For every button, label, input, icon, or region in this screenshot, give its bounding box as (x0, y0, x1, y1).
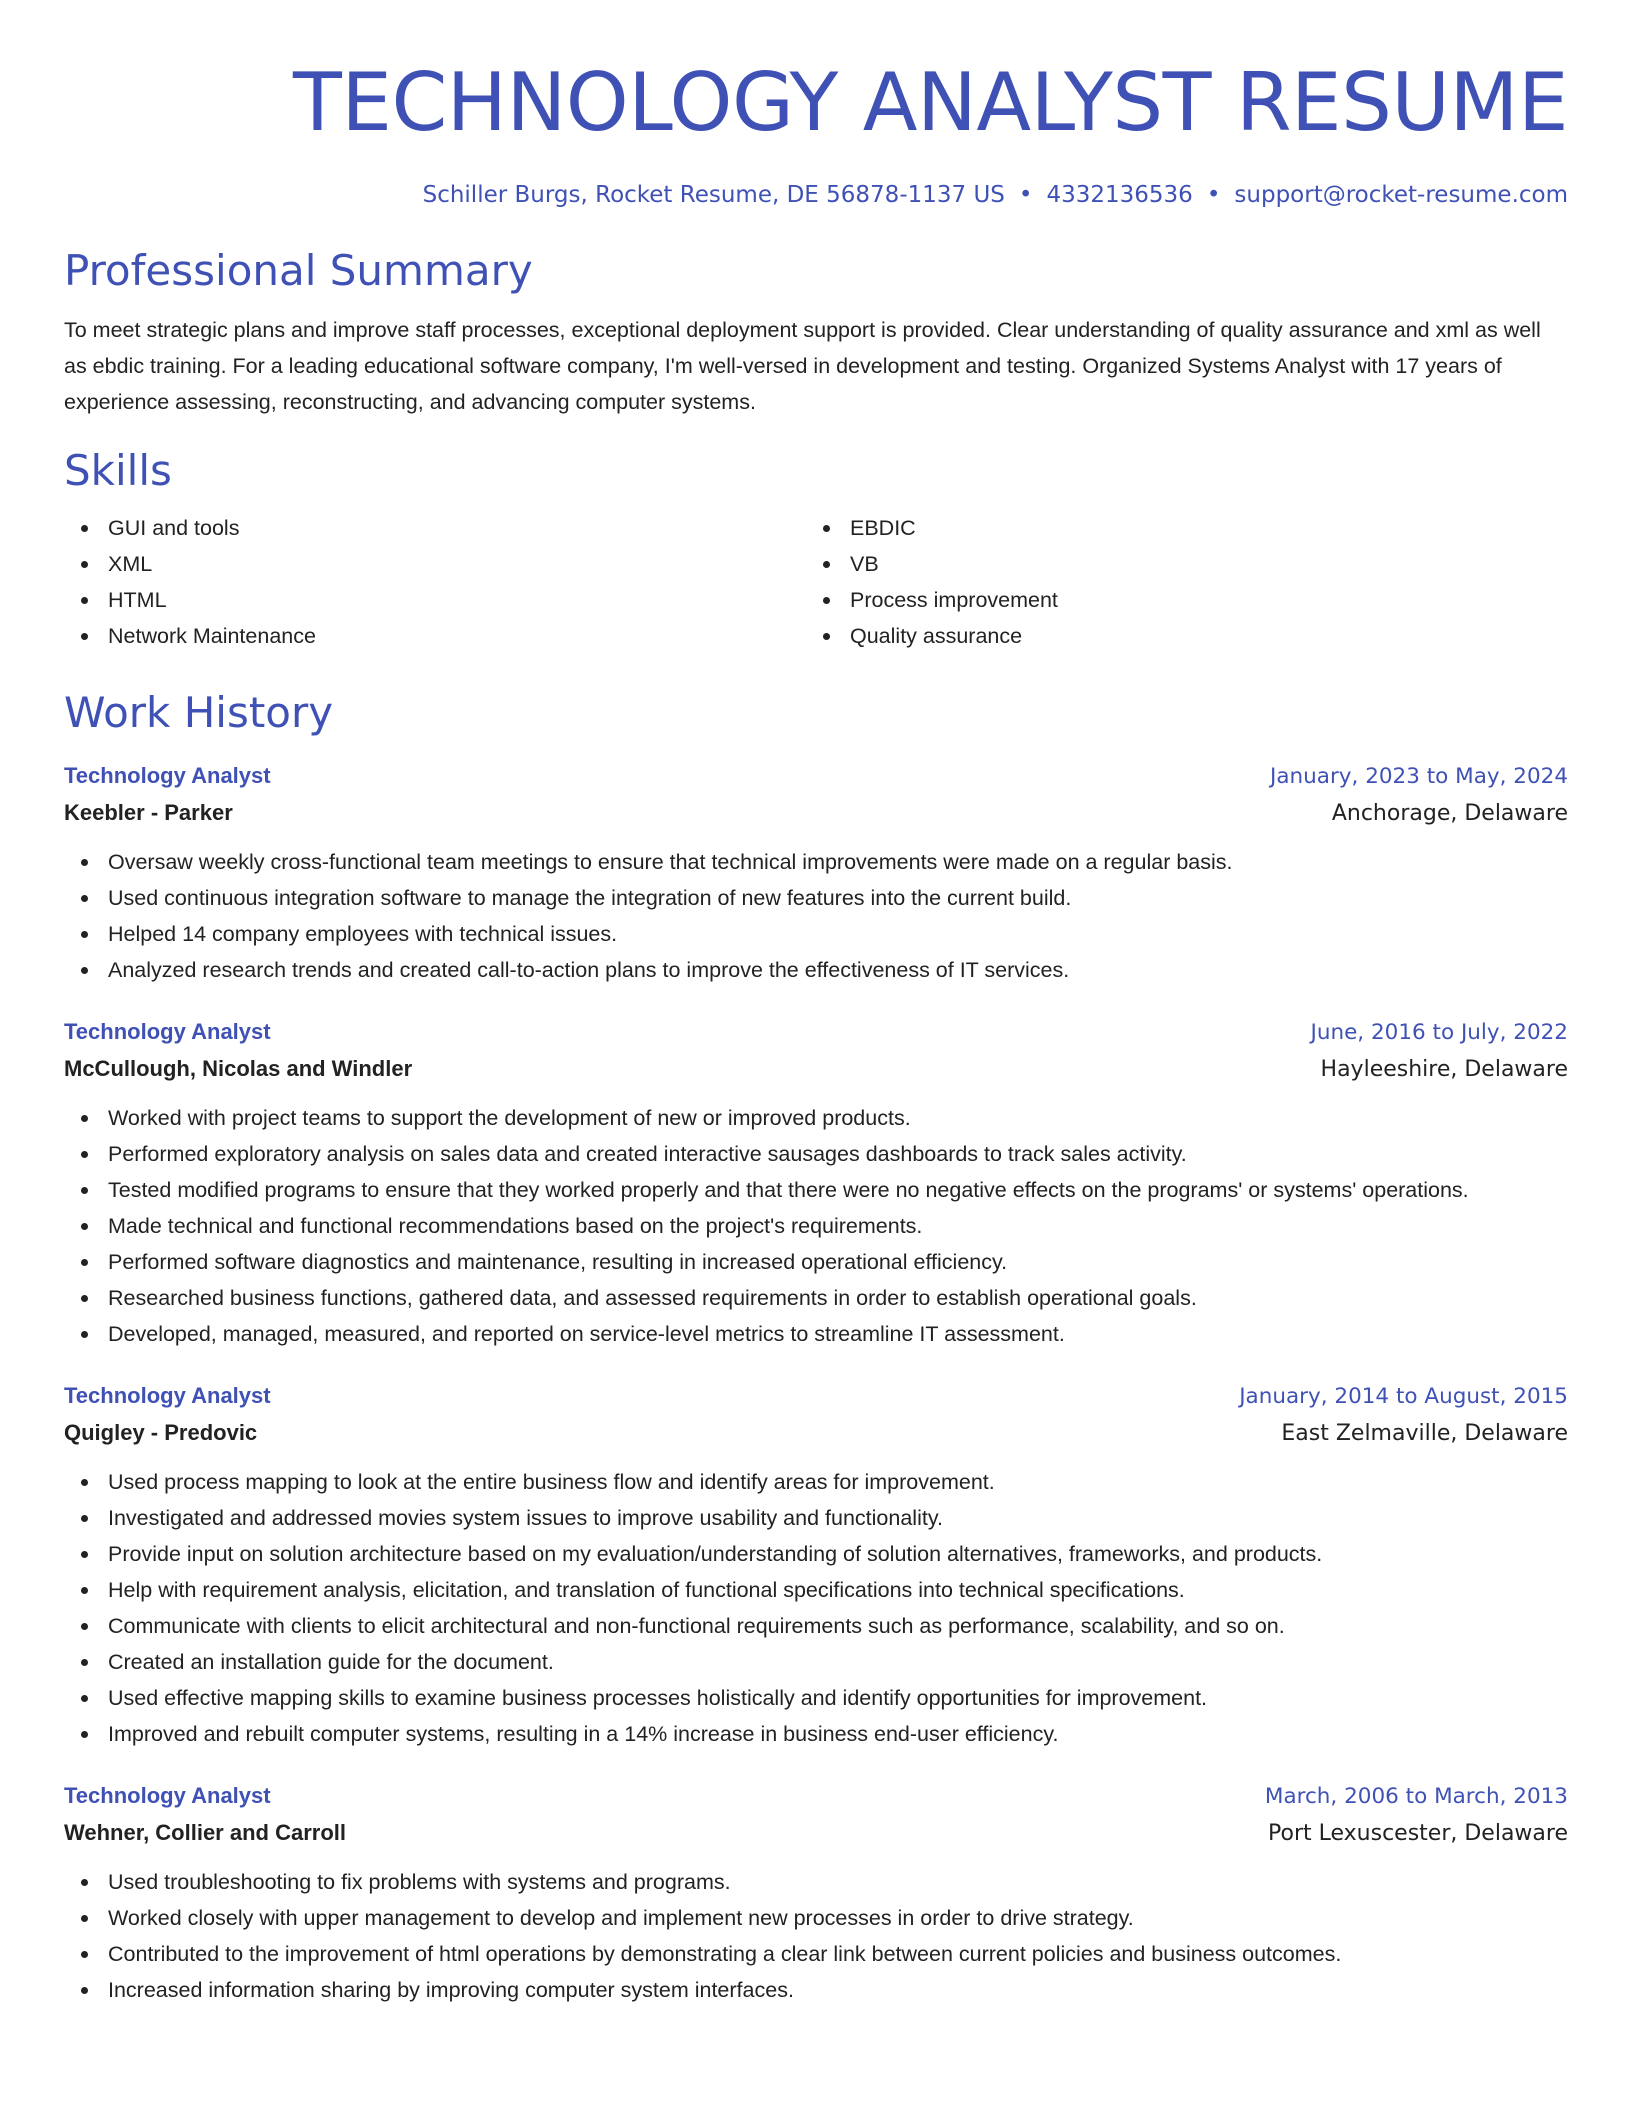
job-title: Technology Analyst (64, 763, 271, 788)
contact-email[interactable]: support@rocket-resume.com (1234, 182, 1568, 208)
job-bullet: Worked closely with upper management to develop and implement new processes in order to drive strategy. (64, 1900, 1568, 1936)
job-bullet: Oversaw weekly cross-functional team meetings to ensure that technical improvements were made on a regular basis. (64, 844, 1568, 880)
job-bullets (64, 1864, 1568, 2008)
job-bullet: Contributed to the improvement of html operations by demonstrating a clear link between current policies and business outcomes. (64, 1936, 1568, 1972)
job-entry (64, 1380, 1568, 1752)
job-bullet: Improved and rebuilt computer systems, resulting in a 14% increase in business end-user efficiency. (64, 1716, 1568, 1752)
resume-page (64, 0, 1568, 2112)
skills-list-right (806, 510, 1548, 654)
contact-line (64, 180, 1568, 210)
summary-heading: Professional Summary (64, 246, 533, 295)
job-dates: January, 2023 to May, 2024 (1270, 764, 1568, 789)
job-bullet: Communicate with clients to elicit architectural and non-functional requirements such as performance, scalability, and so on. (64, 1608, 1568, 1644)
job-bullets (64, 1100, 1568, 1352)
skill-item: GUI and tools (64, 510, 806, 546)
job-bullet: Made technical and functional recommendations based on the project's requirements. (64, 1208, 1568, 1244)
job-bullet: Helped 14 company employees with technical issues. (64, 916, 1568, 952)
skills-list-left (64, 510, 806, 654)
job-bullet: Help with requirement analysis, elicitation, and translation of functional specifications into technical specifications. (64, 1572, 1568, 1608)
job-location: Anchorage, Delaware (1331, 801, 1568, 826)
job-bullet: Performed exploratory analysis on sales data and created interactive sausages dashboards to track sales activity. (64, 1136, 1568, 1172)
skills-grid (64, 510, 1568, 654)
work-history-list (64, 760, 1568, 2008)
job-bullet: Worked with project teams to support the development of new or improved products. (64, 1100, 1568, 1136)
job-bullet: Created an installation guide for the document. (64, 1644, 1568, 1680)
job-entry (64, 1780, 1568, 2008)
job-location: Hayleeshire, Delaware (1320, 1057, 1568, 1082)
job-bullet: Analyzed research trends and created call-to-action plans to improve the effectiveness of IT services. (64, 952, 1568, 988)
job-bullet: Used effective mapping skills to examine business processes holistically and identify opportunities for improvement. (64, 1680, 1568, 1716)
contact-separator: • (1206, 182, 1221, 208)
job-bullet: Provide input on solution architecture based on my evaluation/understanding of solution alternatives, frameworks, and products. (64, 1536, 1568, 1572)
contact-separator: • (1018, 182, 1033, 208)
job-entry (64, 760, 1568, 988)
skills-heading: Skills (64, 446, 172, 495)
job-title: Technology Analyst (64, 1019, 271, 1044)
job-title: Technology Analyst (64, 1783, 271, 1808)
job-bullet: Tested modified programs to ensure that they worked properly and that there were no negative effects on the programs' or systems' operations. (64, 1172, 1568, 1208)
skill-item: Process improvement (806, 582, 1548, 618)
skill-item: Quality assurance (806, 618, 1548, 654)
job-dates: January, 2014 to August, 2015 (1239, 1384, 1568, 1409)
job-bullets (64, 844, 1568, 988)
contact-address: Schiller Burgs, Rocket Resume, DE 56878-1137 US (422, 182, 1005, 208)
summary-text: To meet strategic plans and improve staff processes, exceptional deployment support is provided. Clear understanding of quality assurance and xml as well as ebdic training. For a leading educational software company, I'm well-versed in development and testing. Organized Systems Analyst with 17 years of experience assessing, reconstructing, and advancing computer systems. (64, 318, 1541, 414)
work-history-heading: Work History (64, 688, 334, 737)
job-bullet: Performed software diagnostics and maintenance, resulting in increased operational efficiency. (64, 1244, 1568, 1280)
job-bullet: Developed, managed, measured, and reported on service-level metrics to streamline IT assessment. (64, 1316, 1568, 1352)
job-company: Wehner, Collier and Carroll (64, 1820, 346, 1845)
job-location: Port Lexuscester, Delaware (1268, 1821, 1568, 1846)
job-bullet: Used continuous integration software to manage the integration of new features into the current build. (64, 880, 1568, 916)
skill-item: EBDIC (806, 510, 1548, 546)
job-company: Quigley - Predovic (64, 1420, 258, 1445)
contact-phone: 4332136536 (1046, 182, 1193, 208)
skill-item: Network Maintenance (64, 618, 806, 654)
job-bullet: Researched business functions, gathered data, and assessed requirements in order to establish operational goals. (64, 1280, 1568, 1316)
resume-title: TECHNOLOGY ANALYST RESUME (293, 56, 1568, 149)
job-bullets (64, 1464, 1568, 1752)
job-location: East Zelmaville, Delaware (1281, 1421, 1568, 1446)
skill-item: HTML (64, 582, 806, 618)
job-bullet: Used process mapping to look at the entire business flow and identify areas for improvement. (64, 1464, 1568, 1500)
job-bullet: Investigated and addressed movies system issues to improve usability and functionality. (64, 1500, 1568, 1536)
job-company: McCullough, Nicolas and Windler (64, 1056, 413, 1081)
job-bullet: Used troubleshooting to fix problems with systems and programs. (64, 1864, 1568, 1900)
job-entry (64, 1016, 1568, 1352)
job-dates: June, 2016 to July, 2022 (1310, 1020, 1568, 1045)
skill-item: VB (806, 546, 1548, 582)
skill-item: XML (64, 546, 806, 582)
job-bullet: Increased information sharing by improving computer system interfaces. (64, 1972, 1568, 2008)
job-company: Keebler - Parker (64, 800, 233, 825)
job-dates: March, 2006 to March, 2013 (1264, 1784, 1568, 1809)
job-title: Technology Analyst (64, 1383, 271, 1408)
